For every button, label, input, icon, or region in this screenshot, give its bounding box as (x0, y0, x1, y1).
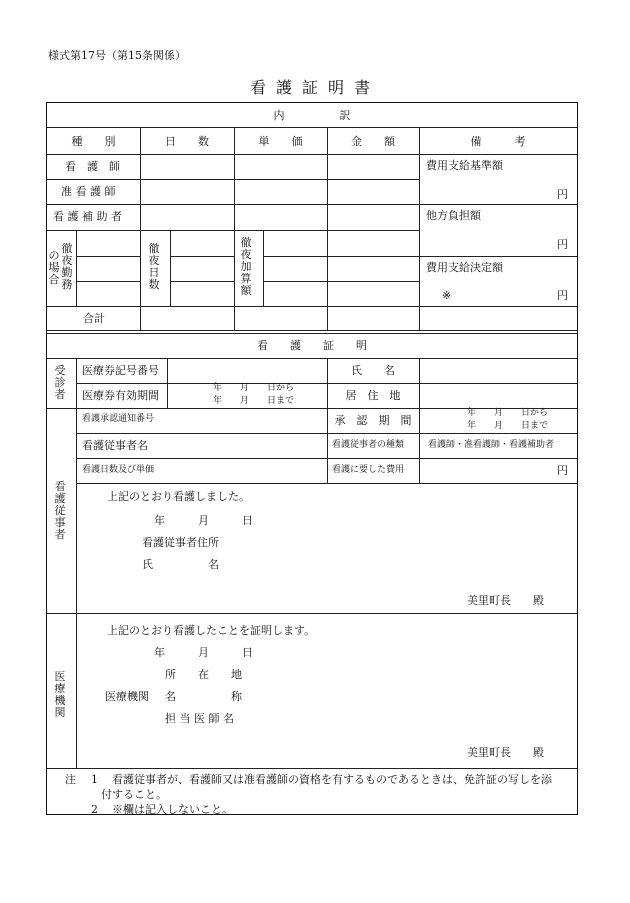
yen-unit: 円 (557, 238, 568, 251)
patient-label: 受診者 (54, 364, 66, 401)
total-label: 合計 (83, 312, 105, 325)
institution-name-label: 名 称 (165, 690, 242, 703)
approval-number-label: 看護承認通知番号 (82, 414, 155, 424)
medical-institution-label: 医療機関 (54, 670, 66, 719)
night-addition-label: 徹夜加算額 (240, 236, 252, 297)
page-title: 看護証明書 (249, 78, 380, 97)
certification-header: 看 護 証 明 (257, 339, 367, 352)
patient-address-label: 居 住 地 (345, 389, 401, 402)
col-unit-header: 単 価 (258, 135, 303, 148)
row-nurse-label: 看 護 師 (65, 160, 120, 173)
required-cost-label: 看護に要した費用 (332, 465, 405, 475)
approval-date-to: 年 月 日まで (467, 421, 549, 431)
institution-statement: 上記のとおり看護したことを証明します。 (107, 624, 316, 637)
worker-statement: 上記のとおり看護しました。 (107, 490, 250, 503)
yen-unit: 円 (557, 464, 568, 477)
row-aide-label: 看 護 補 助 者 (53, 210, 122, 223)
col-days-header: 日 数 (165, 135, 209, 148)
medical-ticket-number-label: 医療券記号番号 (82, 364, 159, 377)
remark-decided-amount: 費用支給決定額 (426, 261, 503, 274)
note-1-number: 1 (91, 773, 98, 786)
date-from: 年 月 日から (213, 383, 295, 393)
medical-ticket-period-label: 医療券有効期間 (82, 389, 159, 402)
note-2-text: ※欄は記入しないこと。 (112, 803, 233, 816)
yen-unit: 円 (557, 188, 568, 201)
row-assoc-nurse-label: 准 看 護 師 (61, 185, 116, 198)
institution-location-label: 所 在 地 (165, 668, 242, 681)
form-number: 様式第17号（第15条関係） (48, 49, 186, 62)
worker-signature-label: 氏 名 (142, 558, 219, 571)
days-and-unit-price-label: 看護日数及び単価 (82, 465, 155, 475)
date-to: 年 月 日まで (213, 396, 295, 406)
note-1-text: 看護従事者が、看護師又は准看護師の資格を有するものであるときは、免許証の写しを添 (112, 773, 552, 786)
note-2-number: 2 (91, 803, 98, 816)
night-shift-note: の場合 (48, 249, 60, 286)
worker-type-label: 看護従事者の種類 (332, 440, 405, 450)
col-remarks-header: 備 考 (470, 135, 526, 148)
remark-other-burden: 他方負担額 (426, 209, 481, 222)
breakdown-header: 内 訳 (273, 109, 351, 122)
worker-name-label: 看護従事者名 (82, 439, 148, 452)
note-1-text-cont: 付すること。 (101, 788, 167, 801)
worker-address-label: 看護従事者住所 (142, 536, 219, 549)
worker-date: 年 月 日 (154, 514, 253, 527)
institution-date: 年 月 日 (154, 646, 253, 659)
patient-name-label: 氏 名 (351, 364, 395, 377)
institution-prefix: 医療機関 (105, 690, 149, 703)
nursing-worker-label: 看護従事者 (54, 480, 66, 541)
notes-label: 注 (65, 773, 76, 786)
addressee-mayor: 美里町長 殿 (467, 594, 544, 607)
office-use-mark: ※ (442, 289, 452, 302)
remark-standard-amount: 費用支給基準額 (426, 159, 503, 172)
certificate-form (46, 102, 578, 815)
col-amount-header: 金 額 (351, 135, 395, 148)
col-type-header: 種 別 (71, 135, 116, 148)
addressee-mayor: 美里町長 殿 (467, 746, 544, 759)
approval-period-label: 承 認 期 間 (334, 414, 412, 427)
attending-doctor-label: 担 当 医 師 名 (165, 712, 234, 725)
night-days-label: 徹夜日数 (148, 242, 160, 291)
worker-type-options: 看護師・准看護師・看護補助者 (428, 440, 555, 450)
approval-date-from: 年 月 日から (467, 408, 549, 418)
yen-unit: 円 (557, 289, 568, 302)
night-shift-label: 徹夜勤務 (61, 242, 73, 291)
